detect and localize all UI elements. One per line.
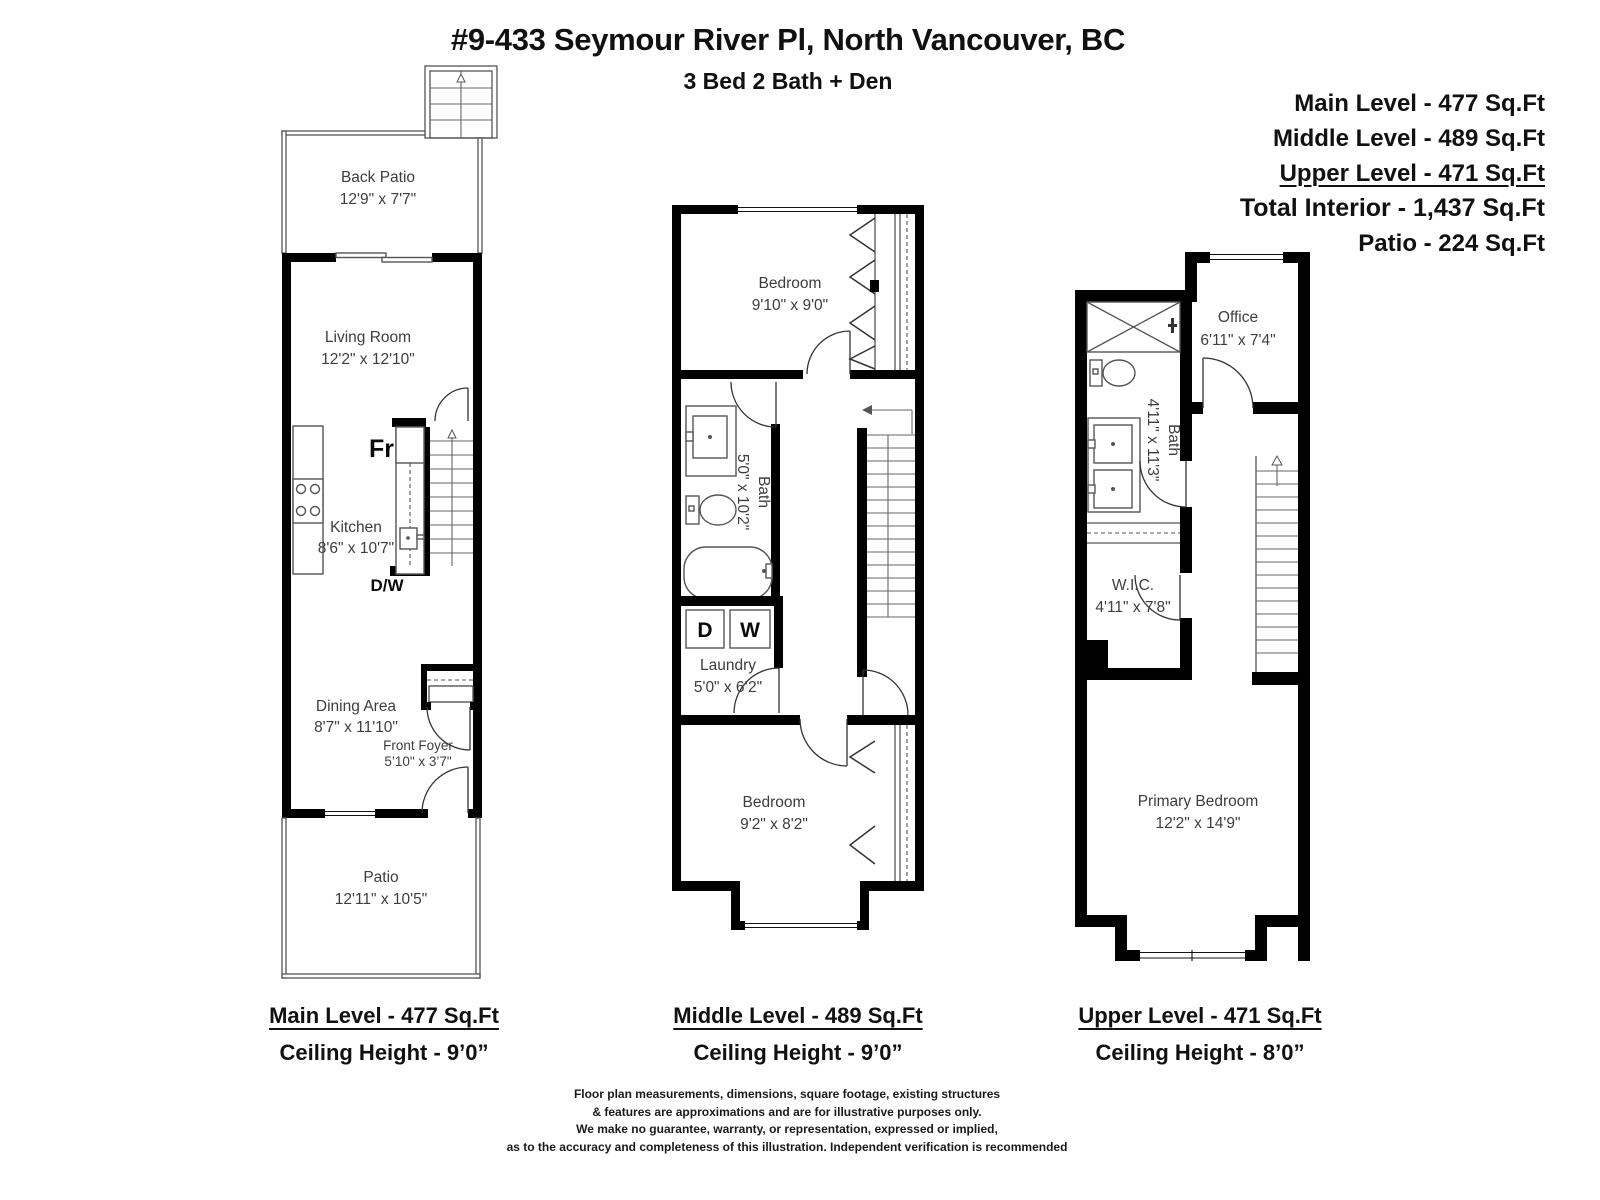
wic-dims: 4'11" x 7'8" xyxy=(1095,599,1171,616)
bedroom-bottom-dims: 9'2" x 8'2" xyxy=(740,816,808,833)
dining-dims: 8'7" x 11'10" xyxy=(314,719,398,736)
upper-caption-title: Upper Level - 471 Sq.Ft xyxy=(1078,1003,1322,1028)
wic-label: W.I.C. xyxy=(1111,577,1155,594)
double-vanity xyxy=(1088,418,1140,512)
main-level-caption xyxy=(234,1003,534,1066)
disclaimer-line: & features are approximations and are for illustrative purposes only. xyxy=(592,1104,982,1119)
laundry-label: Laundry xyxy=(699,657,757,674)
patio-dims: 12'11" x 10'5" xyxy=(334,891,428,908)
primary-bedroom-dims: 12'2" x 14'9" xyxy=(1155,815,1241,832)
bump-window xyxy=(745,921,857,930)
page-subtitle: 3 Bed 2 Bath + Den xyxy=(683,68,893,94)
shower xyxy=(1087,302,1180,352)
middle-level-caption xyxy=(648,1003,948,1066)
kitchen-island xyxy=(390,418,430,576)
primary-window xyxy=(1140,950,1245,961)
middle-caption-ceiling: Ceiling Height - 9’0” xyxy=(693,1040,903,1065)
bedroom-top-door xyxy=(807,331,850,374)
dryer-label: D xyxy=(697,619,713,642)
summary-upper-level: Upper Level - 471 Sq.Ft xyxy=(1279,160,1545,187)
toilet xyxy=(686,495,736,525)
stair-top-door xyxy=(435,388,468,421)
office-dims: 6'11" x 7'4" xyxy=(1200,332,1276,349)
primary-bedroom-label: Primary Bedroom xyxy=(1137,793,1259,810)
dishwasher-label: D/W xyxy=(370,576,404,595)
bedroom-top-dims: 9'10" x 9'0" xyxy=(751,297,829,314)
bath-middle xyxy=(672,382,783,606)
summary-middle-level: Middle Level - 489 Sq.Ft xyxy=(1272,125,1545,152)
summary-total-interior: Total Interior - 1,437 Sq.Ft xyxy=(1239,194,1545,222)
front-patio xyxy=(282,818,480,978)
entry-door xyxy=(422,767,468,813)
office-door xyxy=(1203,358,1253,408)
bathtub xyxy=(684,547,772,599)
washer-label: W xyxy=(740,619,760,642)
middle-level-plan xyxy=(666,196,928,938)
middle-bump-out xyxy=(672,881,924,930)
disclaimer-line: We make no guarantee, warranty, or representation, expressed or implied, xyxy=(576,1122,998,1136)
stove xyxy=(293,479,323,523)
back-patio-dims: 12'9" x 7'7" xyxy=(339,191,417,208)
office-window xyxy=(1210,252,1283,263)
back-patio-label: Back Patio xyxy=(340,169,416,186)
upper-caption-ceiling: Ceiling Height - 8’0” xyxy=(1095,1040,1305,1065)
dining-label: Dining Area xyxy=(315,698,397,715)
bedroom-top-closet xyxy=(850,214,907,370)
bedroom-bottom-label: Bedroom xyxy=(742,794,806,811)
main-caption-ceiling: Ceiling Height - 9’0” xyxy=(279,1040,489,1065)
bath-vanity xyxy=(686,406,736,476)
upper-level-caption xyxy=(1050,1003,1350,1066)
stair-bottom-door xyxy=(863,670,908,715)
walk-in-closet xyxy=(1075,523,1192,680)
laundry xyxy=(686,606,783,713)
bath-door xyxy=(731,382,776,427)
living-room-dims: 12'2" x 12'10" xyxy=(321,351,415,368)
stair-direction-arrow xyxy=(862,405,912,434)
sliding-door xyxy=(336,253,432,262)
bedroom-bottom-door xyxy=(800,719,847,766)
summary-main-level: Main Level - 477 Sq.Ft xyxy=(1294,90,1545,117)
foyer-label: Front Foyer xyxy=(383,738,453,753)
main-caption-title: Main Level - 477 Sq.Ft xyxy=(269,1003,499,1028)
bath-upper xyxy=(1087,302,1192,527)
bath-middle-dims: 5'0" x 10'2" xyxy=(734,453,751,531)
back-exterior-stairs xyxy=(425,66,497,138)
kitchen-label: Kitchen xyxy=(330,519,382,536)
foyer-dims: 5’10" x 3’7" xyxy=(384,754,452,769)
living-room-label: Living Room xyxy=(324,329,412,346)
area-summary xyxy=(1240,86,1545,261)
front-window xyxy=(325,809,375,818)
disclaimer xyxy=(0,1086,1574,1156)
bath-middle-label: Bath xyxy=(755,476,772,508)
bath-upper-label: Bath xyxy=(1165,424,1182,456)
middle-caption-title: Middle Level - 489 Sq.Ft xyxy=(673,1003,923,1028)
upper-bottom-walls xyxy=(1075,915,1310,961)
kitchen-dims: 8'6" x 10'7" xyxy=(317,540,395,557)
summary-patio: Patio - 224 Sq.Ft xyxy=(1358,230,1545,257)
back-patio xyxy=(282,131,482,253)
upper-level-plan xyxy=(1048,246,1314,962)
main-level-plan xyxy=(266,60,502,982)
fridge-label: Fr xyxy=(369,435,394,463)
main-stairs xyxy=(430,388,473,566)
bedroom-top-label: Bedroom xyxy=(758,275,822,292)
disclaimer-line: as to the accuracy and completeness of this illustration. Independent verification is recommended xyxy=(506,1139,1068,1154)
disclaimer-line: Floor plan measurements, dimensions, square footage, existing structures xyxy=(573,1087,1001,1101)
middle-stairs xyxy=(857,405,915,715)
page-title: #9-433 Seymour River Pl, North Vancouver, BC xyxy=(450,22,1126,57)
bedroom-bottom-closet xyxy=(850,725,907,881)
office-label: Office xyxy=(1217,309,1259,326)
laundry-dims: 5'0" x 6’2" xyxy=(693,679,763,696)
bedroom-window xyxy=(738,205,857,214)
toilet-upper xyxy=(1090,360,1135,386)
patio-label: Patio xyxy=(363,869,399,886)
bath-upper-dims: 4'11" x 11'3" xyxy=(1144,398,1161,482)
